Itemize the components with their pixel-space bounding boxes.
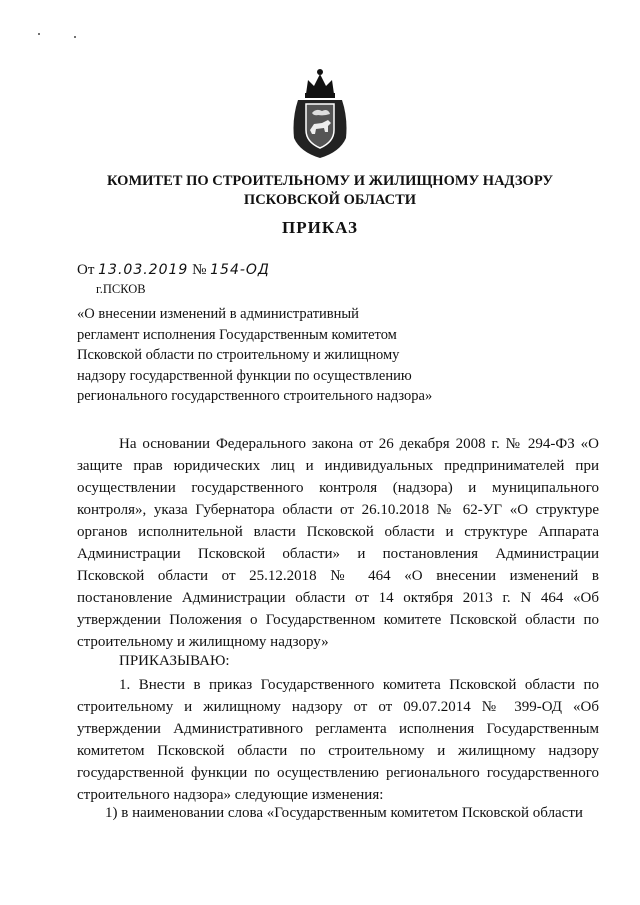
document-title: ПРИКАЗ xyxy=(282,218,358,237)
scan-speck xyxy=(74,36,76,38)
organization-name: КОМИТЕТ ПО СТРОИТЕЛЬНОМУ И ЖИЛИЩНОМУ НАДЗОРУ ПСКОВСКОЙ ОБЛАСТИ xyxy=(107,173,553,208)
order-subject xyxy=(77,304,497,407)
subject-line: надзору государственной функции по осуществлению xyxy=(77,367,412,384)
subject-line: Псковской области по строительному и жилищному xyxy=(77,347,400,363)
coat-of-arms-emblem xyxy=(288,68,352,162)
subject-line: регламент исполнения Государственным комитетом xyxy=(77,326,397,343)
order-item-1: 1. Внести в приказ Государственного комитета Псковской области по строительному и жилищному надзору от от 09.07.2014 № 399-ОД «Об утверждении Административного регламента исполнения Государственным комитетом Псковской области по строительному и жилищному надзору государственной функции по осуществлению регионального государственного строительного надзора» следующие изменения: xyxy=(77,677,599,803)
number-sign: № xyxy=(192,262,207,278)
order-word: ПРИКАЗЫВАЮ: xyxy=(119,653,230,669)
date-prefix: От xyxy=(77,262,95,278)
handwritten-number: 154-ОД xyxy=(210,262,270,278)
order-subitem-1: 1) в наименовании слова «Государственным комитетом Псковской области xyxy=(105,805,583,821)
city-name: г.ПСКОВ xyxy=(96,282,146,296)
handwritten-date: 13.03.2019 xyxy=(98,262,189,278)
basis-paragraph: На основании Федерального закона от 26 декабря 2008 г. № 294-ФЗ «О защите прав юридических лиц и индивидуальных предпринимателей при осуществлении государственного контроля (надзора) и муниципального контроля», указа Губернатора области от 26.10.2018 № 62-УГ «О структуре органов исполнительной власти Псковской области и структуре Аппарата Администрации Псковской области» и постановления Администрации Псковской области от 25.12.2018 № 464 «О внесении изменений в постановление Администрации области от 14 октября 2013 г. N 464 «Об утверждении Положения о Государственном комитете Псковской области по строительному и жилищному надзору» xyxy=(77,436,599,650)
scan-speck xyxy=(38,33,40,35)
date-number-line xyxy=(77,262,270,279)
subject-line: регионального государственного строительного надзора» xyxy=(77,388,433,404)
subject-line: «О внесении изменений в административный xyxy=(77,306,359,322)
